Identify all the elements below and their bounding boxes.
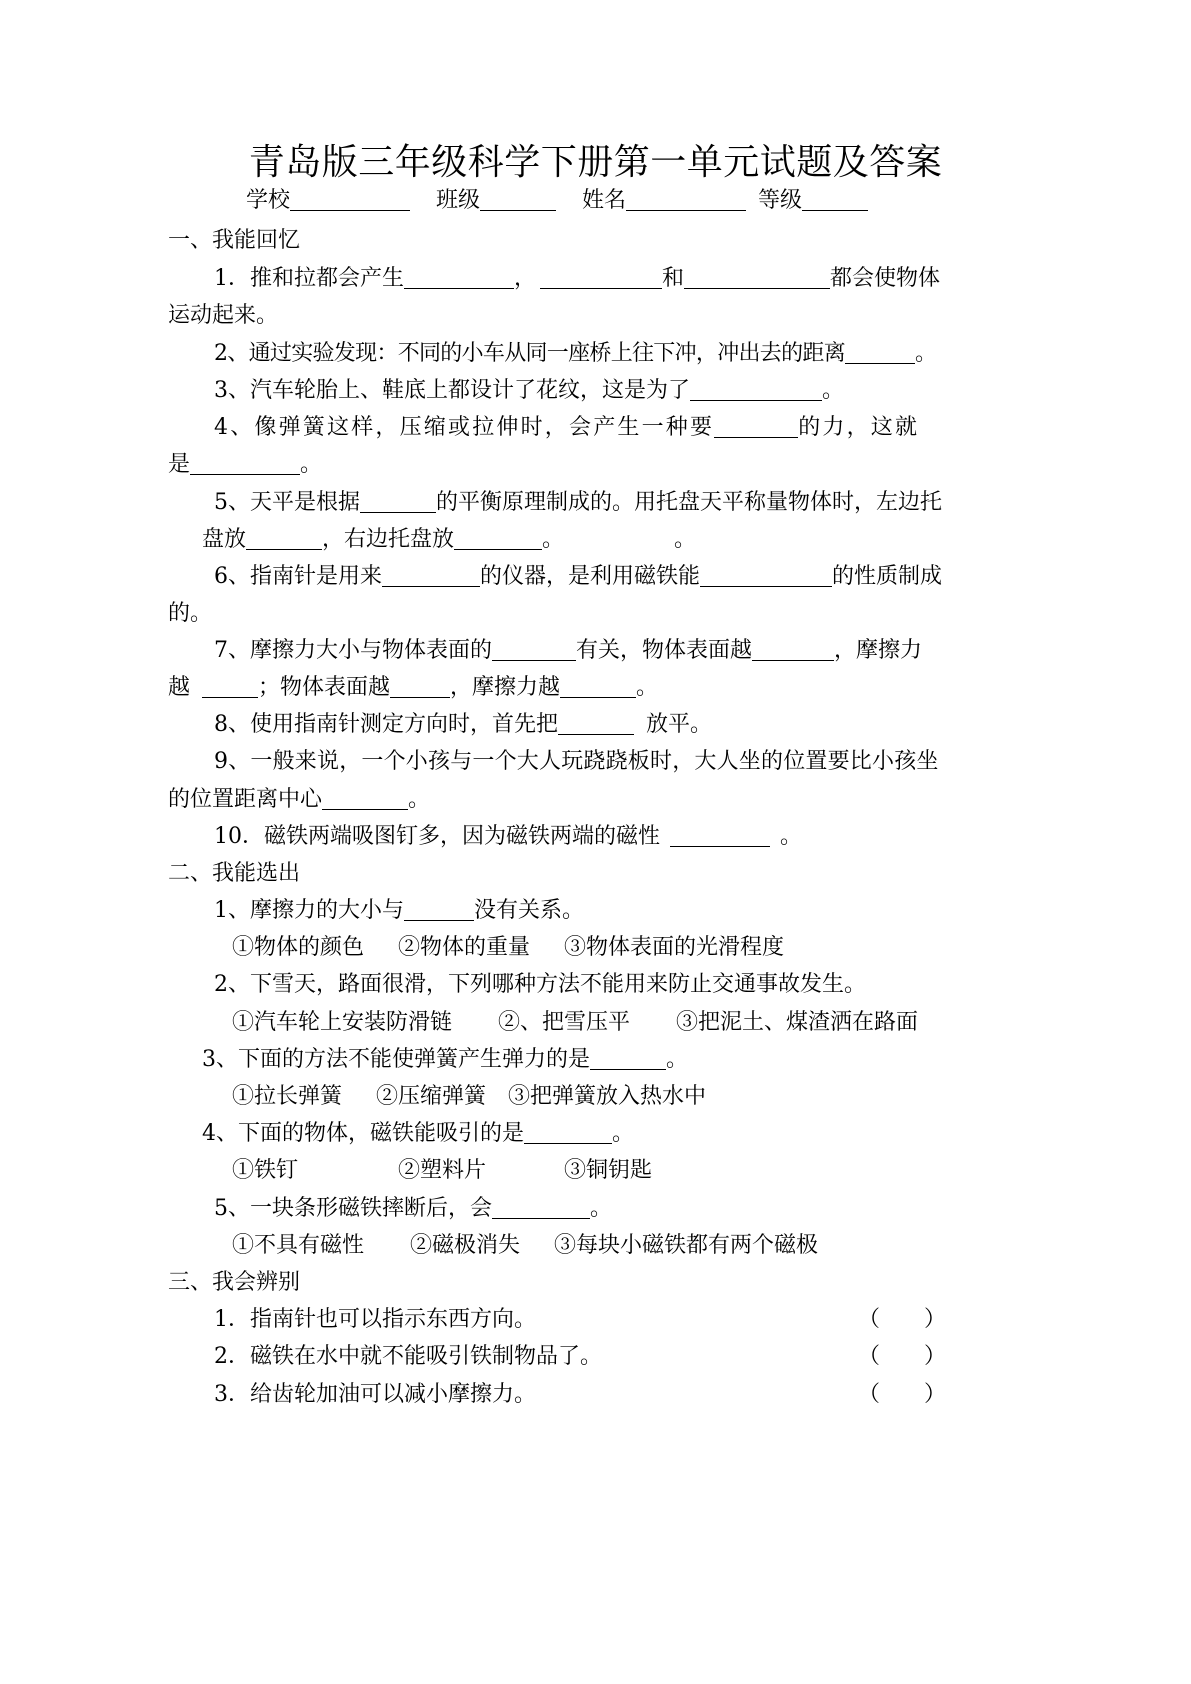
question-1: 1．推和拉都会产生 ， 和 都会使物体 xyxy=(214,266,941,291)
school-blank[interactable] xyxy=(290,186,410,211)
answer-blank[interactable] xyxy=(590,1045,666,1070)
choice-options-2 xyxy=(232,1008,918,1038)
answer-parentheses[interactable]: （ ） xyxy=(858,1344,947,1369)
answer-blank[interactable] xyxy=(492,636,576,661)
judge-item: 2．磁铁在水中就不能吸引铁制物品了。 xyxy=(214,1344,602,1369)
answer-blank[interactable] xyxy=(404,264,514,289)
judge-item: 1．指南针也可以指示东西方向。 xyxy=(214,1307,536,1332)
option[interactable]: ①物体的颜色 xyxy=(232,935,365,960)
question-4: 4、像弹簧这样，压缩或拉伸时，会产生一种要 的力，这就 xyxy=(214,415,920,440)
question-7-cont: 越 ；物体表面越 ，摩擦力越 。 xyxy=(168,675,659,700)
answer-blank[interactable] xyxy=(246,525,322,550)
answer-blank[interactable] xyxy=(752,636,834,661)
question-5: 5、天平是根据 的平衡原理制成的。用托盘天平称量物体时，左边托 xyxy=(214,490,943,515)
section-heading: 三、我会辨别 xyxy=(168,1270,301,1295)
choice-question-3: 3、下面的方法不能使弹簧产生弹力的是 。 xyxy=(202,1047,689,1072)
question-7: 7、摩擦力大小与物体表面的 有关，物体表面越 ，摩擦力 xyxy=(214,638,923,663)
class-label: 班级 xyxy=(436,188,481,213)
choice-options-4 xyxy=(232,1156,652,1186)
option[interactable]: ③物体表面的光滑程度 xyxy=(564,935,785,960)
grade-blank[interactable] xyxy=(802,186,868,211)
answer-blank[interactable] xyxy=(404,896,474,921)
grade-label: 等级 xyxy=(758,188,803,213)
option[interactable]: ①汽车轮上安装防滑链 xyxy=(232,1010,453,1035)
choice-question-5: 5、一块条形磁铁摔断后，会 。 xyxy=(214,1196,613,1221)
option[interactable]: ①铁钉 xyxy=(232,1158,299,1183)
option[interactable]: ③每块小磁铁都有两个磁极 xyxy=(554,1233,819,1258)
student-info-row xyxy=(246,186,868,216)
question-6-cont: 的。 xyxy=(168,601,213,626)
answer-blank[interactable] xyxy=(390,673,450,698)
choice-question-1: 1、摩擦力的大小与 没有关系。 xyxy=(214,898,585,923)
answer-blank[interactable] xyxy=(714,413,798,438)
question-9-cont: 的位置距离中心 。 xyxy=(168,787,431,812)
judge-item: 3．给齿轮加油可以减小摩擦力。 xyxy=(214,1382,536,1407)
answer-blank[interactable] xyxy=(322,785,408,810)
answer-blank[interactable] xyxy=(190,450,300,475)
question-3: 3、汽车轮胎上、鞋底上都设计了花纹，这是为了 。 xyxy=(214,378,845,403)
answer-blank[interactable] xyxy=(540,264,662,289)
answer-blank[interactable] xyxy=(360,488,436,513)
page-title: 青岛版三年级科学下册第一单元试题及答案 xyxy=(248,142,943,183)
choice-question-4: 4、下面的物体，磁铁能吸引的是 。 xyxy=(202,1121,635,1146)
section-heading: 二、我能选出 xyxy=(168,861,301,886)
option[interactable]: ②压缩弹簧 xyxy=(376,1084,487,1109)
answer-blank[interactable] xyxy=(492,1194,590,1219)
option[interactable]: ③把弹簧放入热水中 xyxy=(508,1084,707,1109)
option[interactable]: ①拉长弹簧 xyxy=(232,1084,343,1109)
question-10: 10．磁铁两端吸图钉多，因为磁铁两端的磁性 。 xyxy=(214,824,803,849)
answer-blank[interactable] xyxy=(690,376,822,401)
answer-blank[interactable] xyxy=(524,1119,612,1144)
question-5-cont: 盘放 ，右边托盘放 。 。 xyxy=(202,527,697,552)
question-9: 9、一般来说，一个小孩与一个大人玩跷跷板时，大人坐的位置要比小孩坐 xyxy=(214,749,939,774)
answer-blank[interactable] xyxy=(382,562,480,587)
question-2: 2、通过实验发现：不同的小车从同一座桥上往下冲，冲出去的距离 。 xyxy=(214,341,937,366)
option[interactable]: ②、把雪压平 xyxy=(498,1010,631,1035)
answer-blank[interactable] xyxy=(558,710,634,735)
answer-blank[interactable] xyxy=(670,822,770,847)
answer-blank[interactable] xyxy=(700,562,832,587)
choice-question-2: 2、下雪天，路面很滑，下列哪种方法不能用来防止交通事故发生。 xyxy=(214,972,866,997)
question-1-cont: 运动起来。 xyxy=(168,303,279,328)
question-8: 8、使用指南针测定方向时，首先把 放平。 xyxy=(214,712,713,737)
answer-blank[interactable] xyxy=(202,673,258,698)
school-label: 学校 xyxy=(246,188,291,213)
option[interactable]: ①不具有磁性 xyxy=(232,1233,365,1258)
name-label: 姓名 xyxy=(582,188,627,213)
answer-blank[interactable] xyxy=(845,339,915,364)
class-blank[interactable] xyxy=(480,186,556,211)
option[interactable]: ②塑料片 xyxy=(398,1158,487,1183)
answer-parentheses[interactable]: （ ） xyxy=(858,1382,947,1407)
section-heading: 一、我能回忆 xyxy=(168,228,301,253)
question-4-cont: 是 。 xyxy=(168,452,323,477)
answer-parentheses[interactable]: （ ） xyxy=(858,1307,947,1332)
option[interactable]: ②物体的重量 xyxy=(398,935,531,960)
name-blank[interactable] xyxy=(626,186,746,211)
option[interactable]: ③把泥土、煤渣洒在路面 xyxy=(676,1010,919,1035)
choice-options-1 xyxy=(232,933,784,963)
question-6: 6、指南针是用来 的仪器，是利用磁铁能 的性质制成 xyxy=(214,564,943,589)
option[interactable]: ②磁极消失 xyxy=(410,1233,521,1258)
choice-options-5 xyxy=(232,1231,818,1261)
choice-options-3 xyxy=(232,1082,706,1112)
answer-blank[interactable] xyxy=(454,525,542,550)
option[interactable]: ③铜钥匙 xyxy=(564,1158,653,1183)
answer-blank[interactable] xyxy=(684,264,830,289)
answer-blank[interactable] xyxy=(560,673,636,698)
